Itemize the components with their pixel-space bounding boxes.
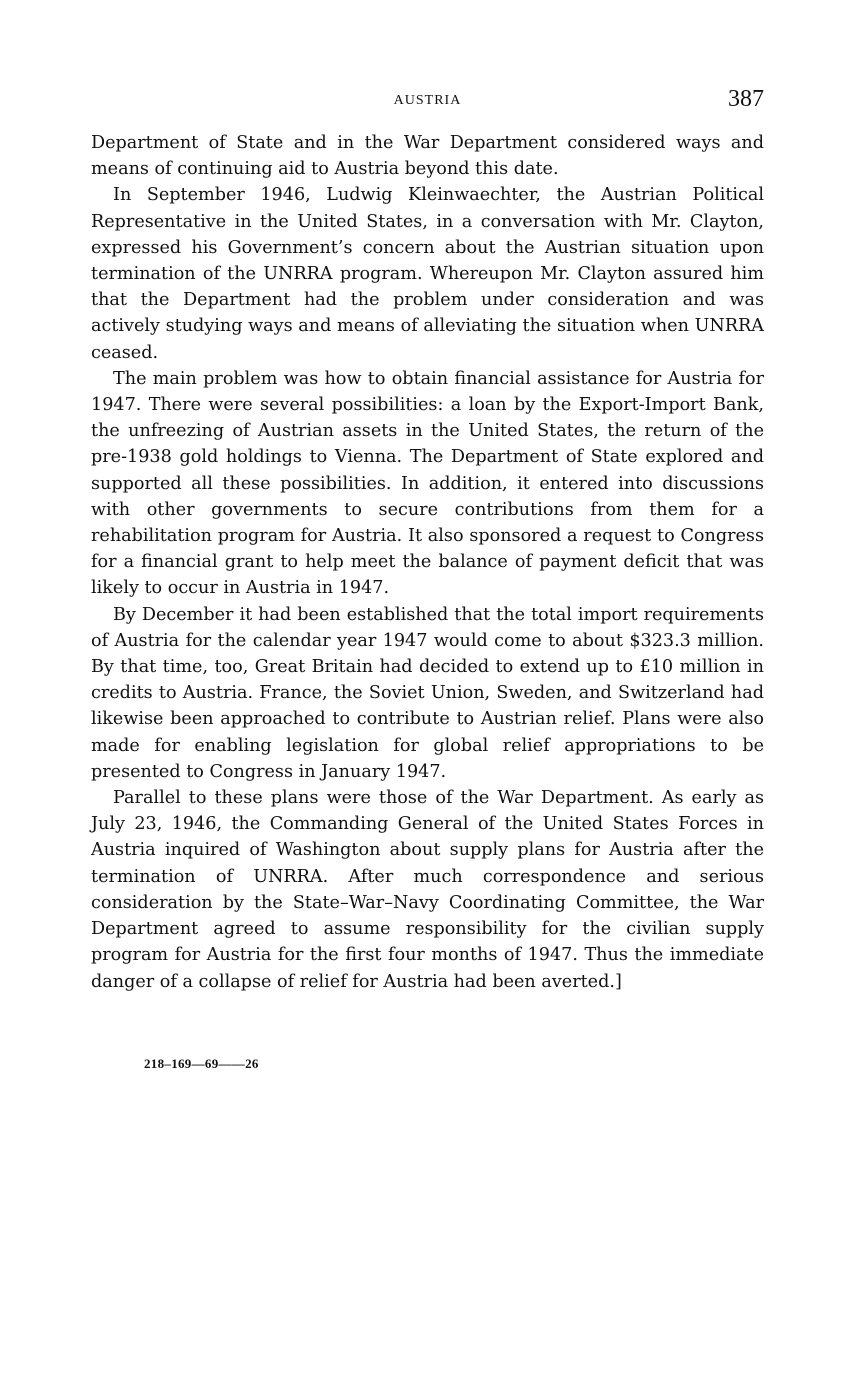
paragraph-import-requirements: By December it had been established that the total import requirements of Austria for the calendar year 1947 would come to about $323.3 million. By that time, too, Great Britain had decided to extend up to £10 million in credits to Austria. France, the Soviet Union, Sweden, and Switzerland had likewise been approached to contribute to Austrian relief. Plans were also made for enabling legislation for global relief appropriations to be presented to Congress in January 1947. — [91, 604, 764, 782]
paragraph-financial-assistance: The main problem was how to obtain financial assistance for Austria for 1947. There were several possibilities: a loan by the Export-Import Bank, the unfreezing of Austrian assets in the United States, the return of the pre-1938 gold holdings to Vienna. The Department of State explored and supported all these possibilities. In addition, it entered into discussions with other governments to secure contributions from them for a rehabilitation program for Austria. It also sponsored a request to Congress for a financial grant to help meet the balance of payment deficit that was likely to occur in Austria in 1947. — [91, 368, 764, 599]
body-text — [91, 130, 764, 995]
paragraph-war-department: Parallel to these plans were those of the War Department. As early as July 23, 1946, the Commanding General of the United States Forces in Austria inquired of Washington about supply plans for Austria after the termination of UNRRA. After much correspondence and serious consideration by the State–War–Navy Coordinating Committee, the War Department agreed to assume responsibility for the civilian supply program for Austria for the first four months of 1947. Thus the immediate danger of a collapse of relief for Austria had been averted.] — [91, 788, 764, 992]
paragraph-kleinwaechter: In September 1946, Ludwig Kleinwaechter, the Austrian Political Representative in the United States, in a conversation with Mr. Clayton, expressed his Government’s concern about the Austrian situation upon termination of the UNRRA program. Whereupon Mr. Clayton assured him that the Department had the problem under consideration and was actively studying ways and means of alleviating the situation when UNRRA ceased. — [91, 185, 764, 363]
running-title: AUSTRIA — [393, 93, 462, 108]
print-code: 218–169—69——26 — [144, 1056, 259, 1071]
paragraph-continuation: Department of State and in the War Department considered ways and means of continuing aid to Austria beyond this date. — [91, 133, 764, 180]
page-number: 387 — [728, 86, 764, 112]
running-head — [91, 86, 764, 116]
